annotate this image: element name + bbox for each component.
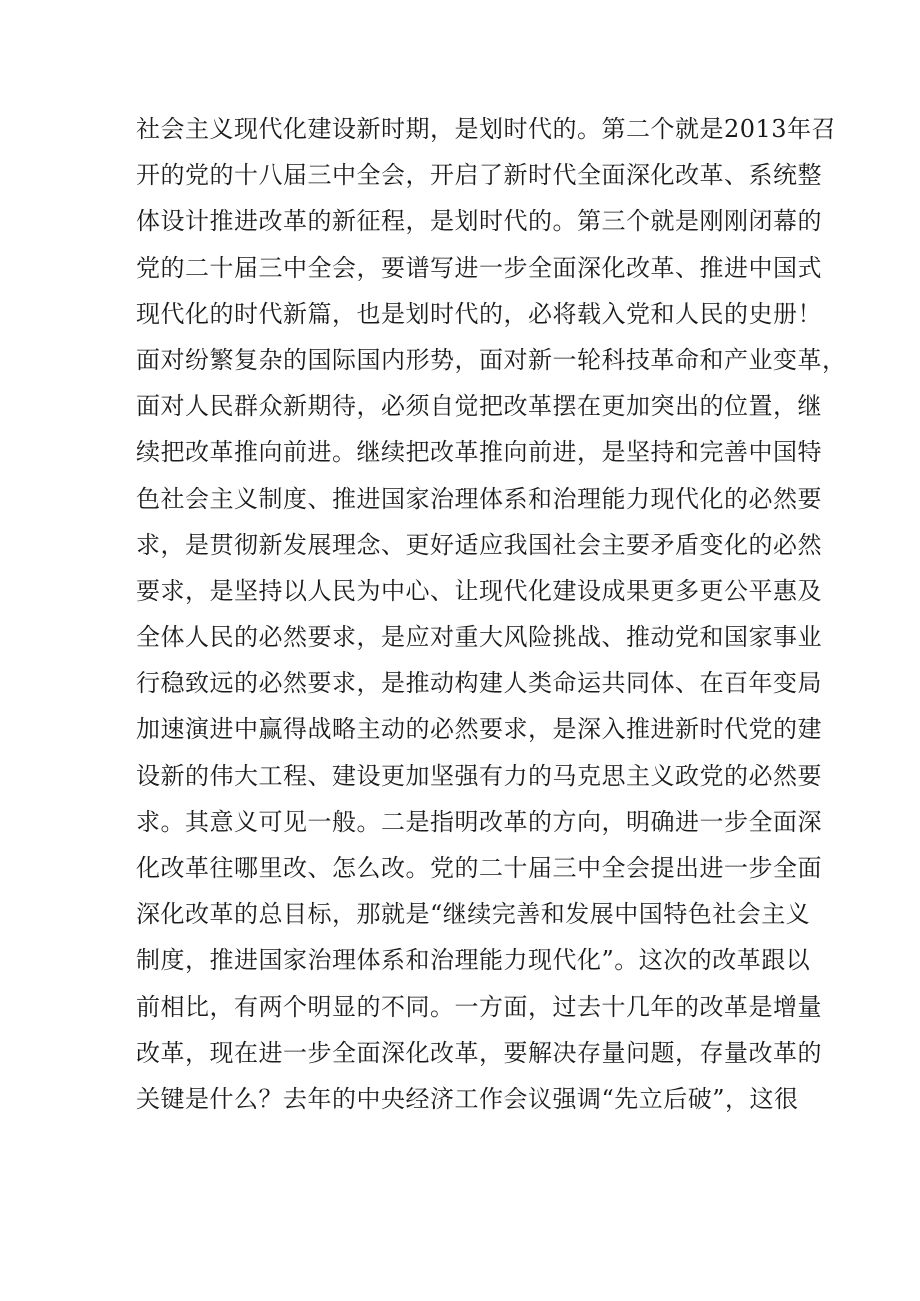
text-line: 体设计推进改革的新征程，是划时代的。第三个就是刚刚闭幕的 [136,207,822,236]
text-line: 现代化的时代新篇，也是划时代的，必将载入党和人民的史册！ [136,299,822,328]
body-text [136,106,847,1122]
text-line: 开的党的十八届三中全会，开启了新时代全面深化改革、系统整 [136,161,822,190]
text-line: 关键是什么？去年的中央经济工作会议强调“先立后破”，这很 [136,1084,799,1113]
text-line: 设新的伟大工程、建设更加坚强有力的马克思主义政党的必然要 [136,761,822,790]
text-line: 求，是贯彻新发展理念、更好适应我国社会主要矛盾变化的必然 [136,530,822,559]
text-line: 行稳致远的必然要求，是推动构建人类命运共同体、在百年变局 [136,669,822,698]
text-line: 化改革往哪里改、怎么改。党的二十届三中全会提出进一步全面 [136,854,822,882]
text-line: 社会主义现代化建设新时期，是划时代的。第二个就是2013年召 [136,115,837,143]
text-line: 续把改革推向前进。继续把改革推向前进，是坚持和完善中国特 [136,438,822,467]
text-line: 制度，推进国家治理体系和治理能力现代化”。这次的改革跟以 [136,946,811,975]
text-line: 色社会主义制度、推进国家治理体系和治理能力现代化的必然要 [136,484,822,513]
text-line: 全体人民的必然要求，是应对重大风险挑战、推动党和国家事业 [136,623,822,652]
text-line: 前相比，有两个明显的不同。一方面，过去十几年的改革是增量 [136,992,822,1021]
text-line: 要求，是坚持以人民为中心、让现代化建设成果更多更公平惠及 [136,576,822,605]
text-line: 党的二十届三中全会，要谱写进一步全面深化改革、推进中国式 [136,253,822,282]
text-line: 求。其意义可见一般。二是指明改革的方向，明确进一步全面深 [136,807,822,836]
text-line: 面对纷繁复杂的国际国内形势，面对新一轮科技革命和产业变革， [136,345,847,374]
text-line: 深化改革的总目标，那就是“继续完善和发展中国特色社会主义 [136,900,811,929]
text-line: 改革，现在进一步全面深化改革，要解决存量问题，存量改革的 [136,1038,822,1067]
text-line: 面对人民群众新期待，必须自觉把改革摆在更加突出的位置，继 [136,392,822,421]
text-line: 加速演进中赢得战略主动的必然要求，是深入推进新时代党的建 [136,715,822,744]
